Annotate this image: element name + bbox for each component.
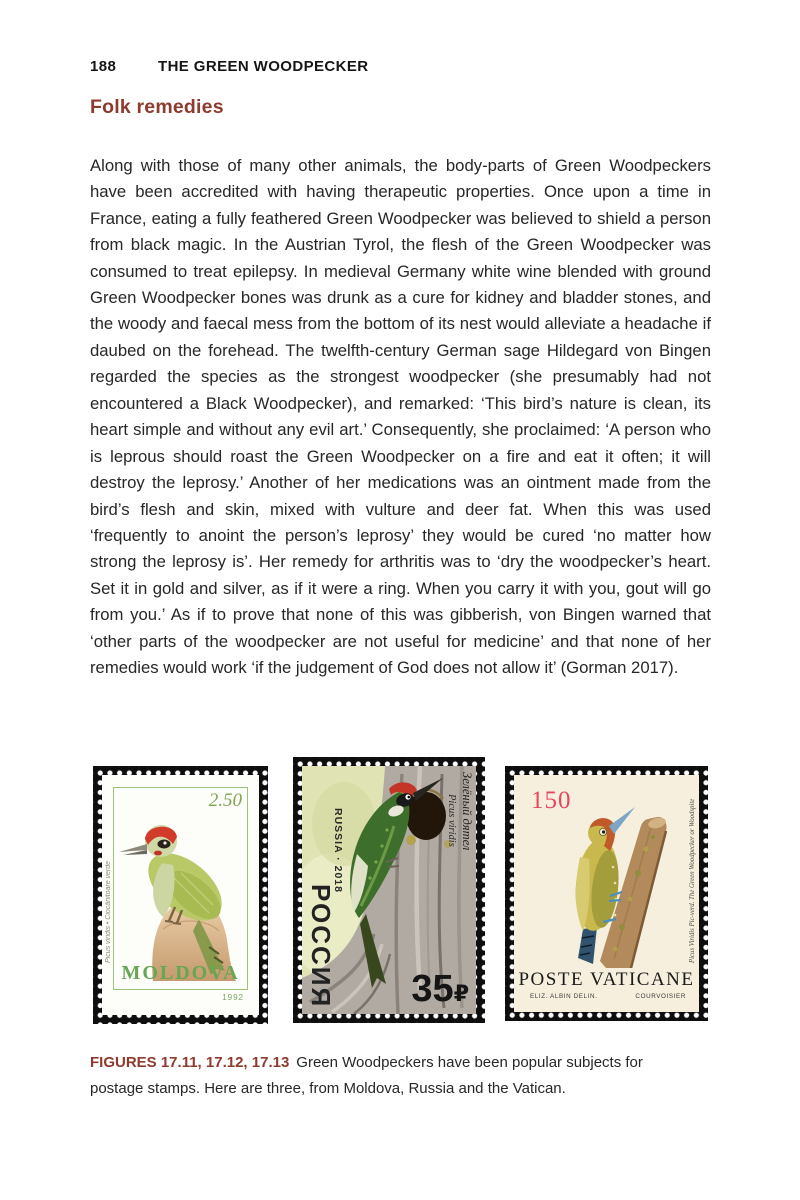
stamp-vatican-postal-name: POSTE VATICANE	[518, 969, 695, 990]
stamp-vatican-species-label: Picus Viridis Pic-verd. The Green Woodpecker or Woodspite	[689, 798, 696, 963]
stamp-russia-species-latin: Picus viridis	[446, 794, 457, 847]
stamp-vatican-engraver: ELIZ. ALBIN DELIN.	[530, 993, 598, 1000]
stamp-vatican-denomination: 150	[531, 787, 572, 814]
page-number: 188	[90, 58, 117, 75]
stamp-moldova-face	[102, 775, 259, 1015]
stamp-russia-face	[302, 766, 476, 1014]
stamp-russia-species-russian: Зелёный дятел	[460, 772, 474, 851]
running-title: THE GREEN WOODPECKER	[158, 58, 369, 75]
figure-caption-text: Green Woodpeckers have been popular subjects for postage stamps. Here are three, from Moldova, Russia and the Vatican.	[90, 1054, 643, 1097]
stamp-russia-country: РОССИЯ	[306, 883, 336, 1008]
stamp-russia-issue-label: RUSSIA · 2018	[332, 808, 344, 893]
section-heading: Folk remedies	[90, 96, 224, 118]
stamp-moldova-year: 1992	[222, 993, 244, 1002]
vatican-green-woodpecker-illustration	[514, 801, 699, 968]
stamp-moldova-denomination: 2.50	[208, 790, 242, 811]
stamp-vatican-printer: COURVOISIER	[635, 993, 686, 1000]
stamp-vatican	[505, 766, 708, 1021]
stamp-russia	[293, 757, 485, 1023]
stamp-moldova	[93, 766, 268, 1024]
ruble-sign: ₽	[453, 982, 469, 1007]
figure-caption	[90, 1050, 682, 1101]
moldova-green-woodpecker-illustration	[115, 803, 259, 981]
stamp-moldova-species-label: Picus viridis • Ciocănitoare verde	[105, 860, 112, 963]
bird-beak	[119, 844, 147, 852]
body-paragraph: Along with those of many other animals, the body-parts of Green Woodpeckers have been accredited with having therapeutic properties. Once upon a time in France, eating a fully feathered Green Woodpecker was believed to shield a person from black magic. In the Austrian Tyrol, the flesh of the Green Woodpecker was consumed to treat epilepsy. In medieval Germany white wine blended with ground Green Woodpecker bones was drunk as a cure for kidney and bladder stones, and the woody and faecal mess from the bottom of its nest would alleviate a headache if daubed on the forehead. The twelfth-century German sage Hildegard von Bingen regarded the species as the strongest woodpecker (she presumably had not encountered a Black Woodpecker), and remarked: ‘This bird’s nature is clean, its heart simple and without any evil art.’ Consequently, she proclaimed: ‘A person who is leprous should roast the Green Woodpecker on a fire and eat it often; it will destroy the leprosy.’ Another of her medications was an ointment made from the bird’s flesh and skin, mixed with vulture and deer fat. When this was used ‘frequently to anoint the person’s leprosy’ they would be cured ‘no matter how strong the leprosy is’. Her remedy for arthritis was to ‘dry the woodpecker’s heart. Set it in gold and silver, as if it were a ring. When you carry it with you, gout will go from you.’ As if to prove that none of this was gibberish, von Bingen warned that ‘other parts of the woodpecker are not useful for medicine’ and that none of her remedies would work ‘if the judgement of God does not allow it’ (Gorman 2017).	[90, 155, 711, 678]
running-head	[90, 58, 369, 75]
bird-beak	[609, 807, 635, 834]
stamp-vatican-face	[514, 775, 699, 1012]
figure-caption-label: FIGURES 17.11, 17.12, 17.13	[90, 1054, 290, 1071]
stamp-vatican-credits	[530, 993, 686, 1000]
stamp-moldova-country: MOLDOVA	[121, 962, 240, 984]
stamp-russia-denomination: 35₽	[411, 968, 469, 1010]
